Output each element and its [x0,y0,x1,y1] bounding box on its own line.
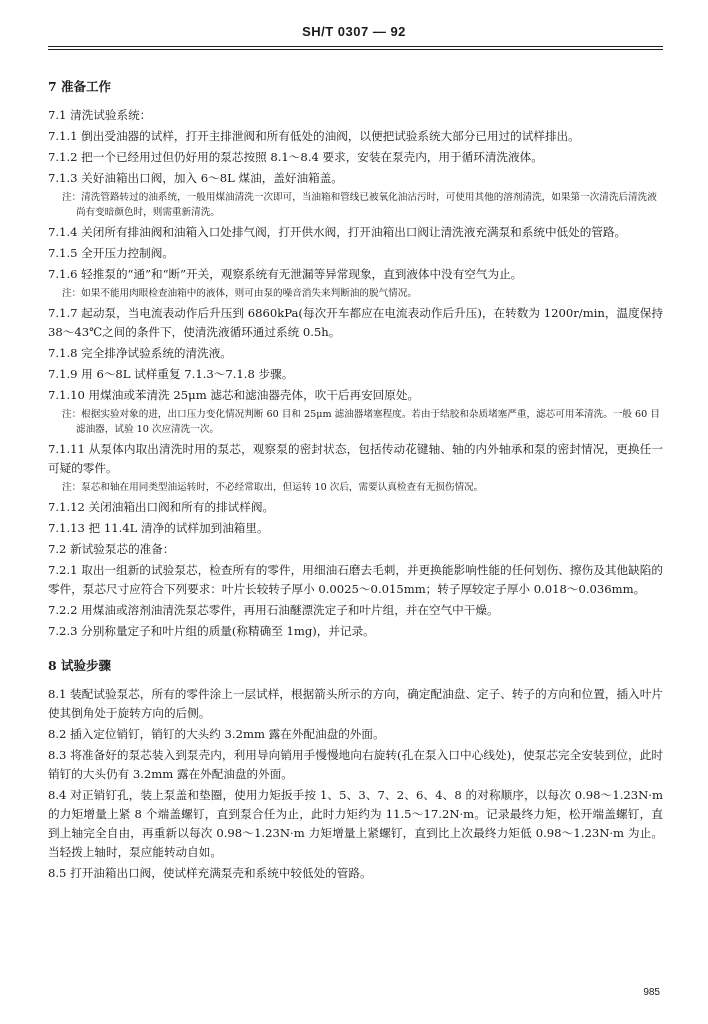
clause-paragraph: 7.1.11 从泵体内取出清洗时用的泵芯，观察泵的密封状态，包括传动花键轴、轴的内外轴承和泵的密封情况，更换任一可疑的零件。 [48,442,663,475]
clause-paragraph: 8.3 将准备好的泵芯装入到泵壳内，利用导向销用手慢慢地向右旋转(孔在泵入口中心线处)，使泵芯完全安装到位，此时销钉的大头仍有 3.2mm 露在外配油盘的外面。 [48,748,663,781]
clause-paragraph: 8.1 装配试验泵芯，所有的零件涂上一层试样，根据箭头所示的方向，确定配油盘、定子、转子的方向和位置，插入叶片使其倒角处于旋转方向的后侧。 [48,687,663,720]
page-number: 985 [643,987,660,998]
clause-paragraph: 7.2.1 取出一组新的试验泵芯，检查所有的零件，用细油石磨去毛刺，并更换能影响性能的任何划伤、擦伤及其他缺陷的零件，泵芯尺寸应符合下列要求：叶片长较转子厚小 0.0025～0.015mm；转子厚较定子厚小 0.018～0.036mm。 [48,563,663,596]
note-paragraph: 注：泵芯和轴在用同类型油运转时，不必经常取出，但运转 10 次后，需要认真检查有无损伤情况。 [62,482,484,493]
clause-paragraph: 7.2.3 分别称量定子和叶片组的质量(称精确至 1mg)，并记录。 [48,624,375,638]
clause-paragraph: 7.1.1 倒出受油器的试样，打开主排泄阀和所有低处的油阀，以便把试验系统大部分已用过的试样排出。 [48,129,580,143]
clause-paragraph: 7.1.3 关好油箱出口阀，加入 6～8L 煤油，盖好油箱盖。 [48,171,343,185]
header-rule-top [48,46,663,47]
clause-paragraph: 7.1 清洗试验系统： [48,108,152,122]
clause-paragraph: 7.1.10 用煤油或苯清洗 25μm 滤芯和滤油器壳体，吹干后再安回原处。 [48,388,420,402]
note-paragraph: 注：清洗管路转过的油系统，一般用煤油清洗一次即可，当油箱和管线已被氧化油沾污时，可使用其他的溶剂清洗，如果第一次清洗后清洗液尚有变暗颜色时，则需重新清洗。 [62,192,657,218]
document-body [48,78,663,885]
clause-paragraph: 8.4 对正销钉孔，装上泵盖和垫圈，使用力矩扳手按 1、5、3、7、2、6、4、8 的对称顺序，以每次 0.98～1.23N·m 的力矩增量上紧 8 个端盖螺钉，直到泵合任为止，此时力矩约为 11.5～17.2N·m。记录最终力矩，松开端盖螺钉，直到上轴完全自由，再重新以每次 0.98～1.23N·m 力矩增量上紧螺钉，直到比上次最终力矩低 0.98～1.23N·m 为止。当轻拨上轴时，泵应能转动自如。 [48,788,663,859]
clause-paragraph: 7.1.12 关闭油箱出口阀和所有的排试样阀。 [48,500,275,514]
clause-paragraph: 7.1.2 把一个已经用过但仍好用的泵芯按照 8.1～8.4 要求，安装在泵壳内，用于循环清洗液体。 [48,150,543,164]
clause-paragraph: 7.2 新试验泵芯的准备： [48,542,175,556]
note-paragraph: 注：如果不能用肉眼检查油箱中的液体，则可由泵的噪音消失来判断油的脱气情况。 [62,288,417,299]
section-7-body [48,106,663,641]
clause-paragraph: 7.1.5 全开压力控制阀。 [48,246,174,260]
clause-paragraph: 7.1.7 起动泵，当电流表动作后升压到 6860kPa(每次开车都应在电流表动作后升压)，在转数为 1200r/min，温度保持 38～43℃之间的条件下，使清洗液循环通过系统 0.5h。 [48,306,663,339]
standard-code-header: SH/T 0307 — 92 [302,24,406,39]
clause-paragraph: 7.2.2 用煤油或溶剂油清洗泵芯零件，再用石油醚漂洗定子和叶片组，并在空气中干燥。 [48,603,499,617]
clause-paragraph: 7.1.8 完全排净试验系统的清洗液。 [48,346,232,360]
clause-paragraph: 8.5 打开油箱出口阀，使试样充满泵壳和系统中较低处的管路。 [48,866,372,880]
clause-paragraph: 8.2 插入定位销钉，销钉的大头约 3.2mm 露在外配油盘的外面。 [48,727,385,741]
note-paragraph: 注：根据实验对象的进，出口压力变化情况判断 60 目和 25μm 滤油器堵塞程度。若由于结胶和杂质堵塞严重，滤芯可用苯清洗。一般 60 目滤油器，试验 10 次应清洗一次。 [62,409,660,435]
clause-paragraph: 7.1.9 用 6～8L 试样重复 7.1.3～7.1.8 步骤。 [48,367,294,381]
clause-paragraph: 7.1.4 关闭所有排油阀和油箱入口处排气阀，打开供水阀，打开油箱出口阀让清洗液充满泵和系统中低处的管路。 [48,225,627,239]
clause-paragraph: 7.1.6 轻推泵的“通”和“断”开关，观察系统有无泄漏等异常现象，直到液体中没有空气为止。 [48,267,523,281]
section-7-heading: 7 准备工作 [48,79,112,94]
section-8-body [48,685,663,883]
header-rule-bottom [48,49,663,50]
clause-paragraph: 7.1.13 把 11.4L 清净的试样加到油箱里。 [48,521,269,535]
section-8-heading: 8 试验步骤 [48,658,112,673]
